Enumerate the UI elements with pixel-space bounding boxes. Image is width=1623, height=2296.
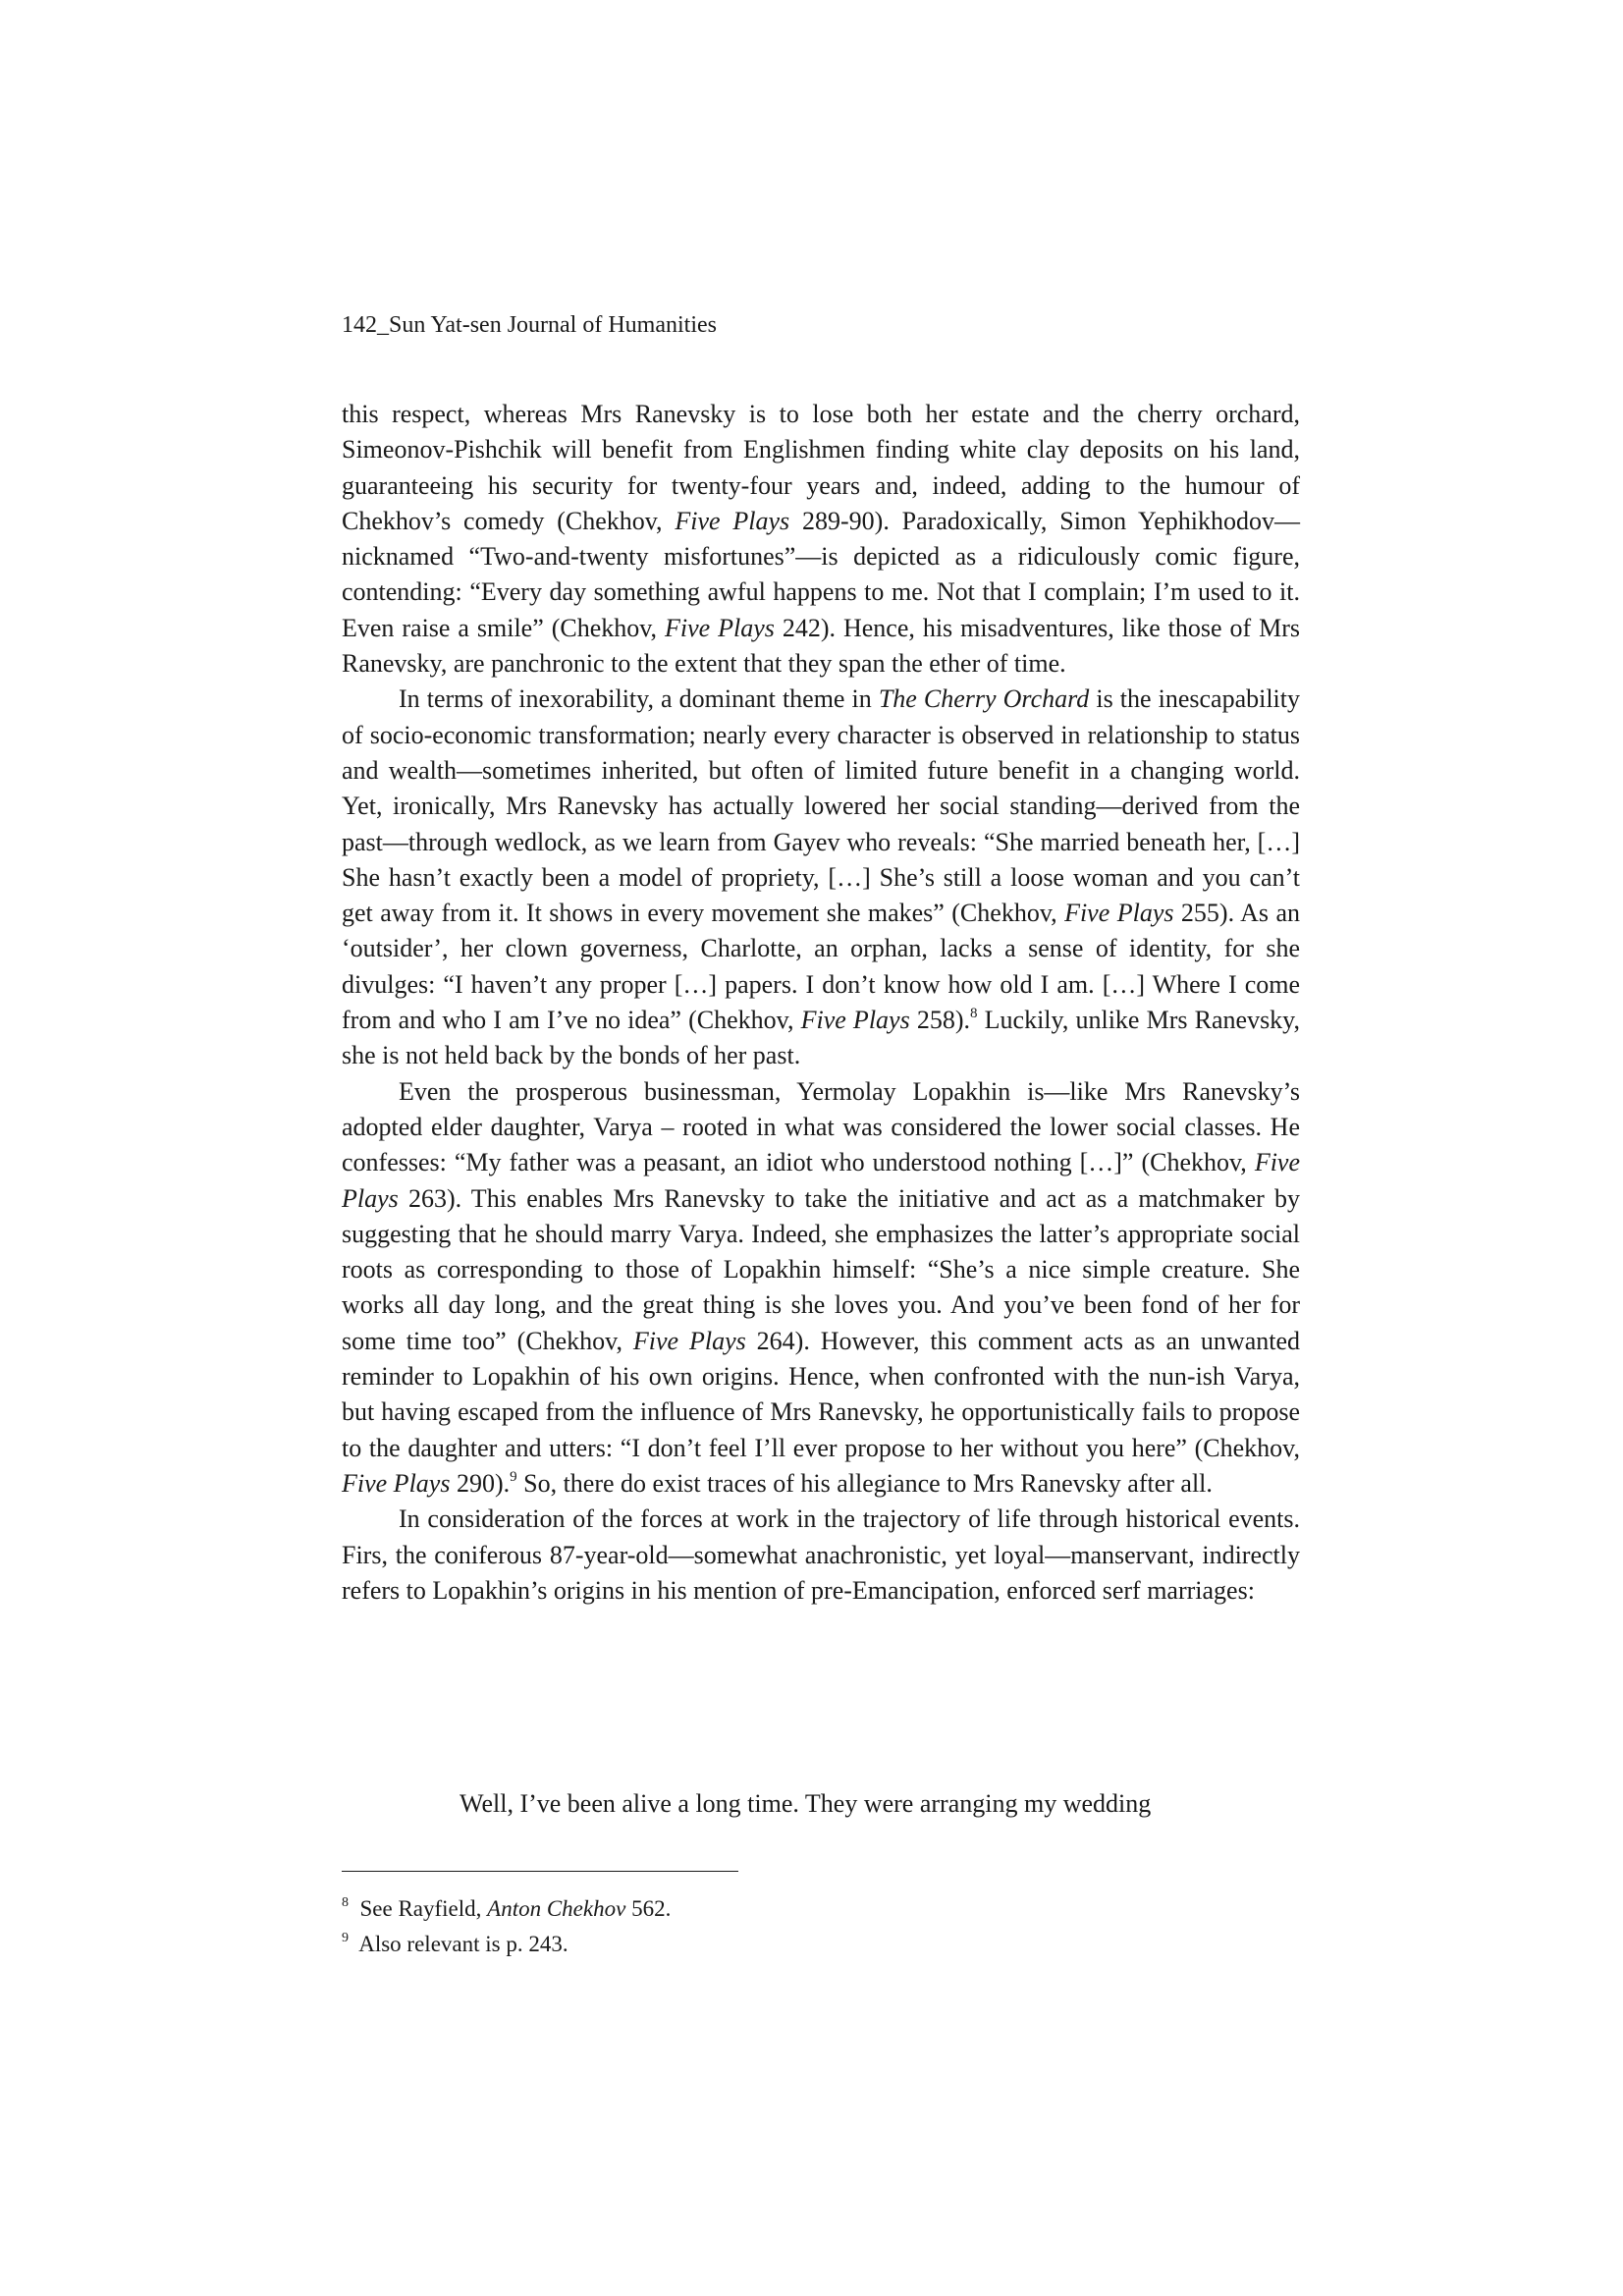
running-head: 142_Sun Yat-sen Journal of Humanities	[342, 312, 717, 338]
text-run: 258).	[909, 1006, 971, 1035]
italic-title: Anton Chekhov	[487, 1896, 626, 1921]
block-quote: Well, I’ve been alive a long time. They were arranging my wedding	[460, 1789, 1152, 1818]
italic-title: Five Plays	[665, 613, 775, 642]
paragraph	[342, 397, 1300, 682]
italic-title: Five Plays	[342, 1468, 451, 1498]
footnote-number: 8	[342, 1895, 349, 1910]
text-run: Even the prosperous businessman, Yermolay Lopakhin is—like Mrs Ranevsky’s adopted elder daughter, Varya – rooted in what was considered the lower social classes. He confesses: “My father was a peasant, an idiot who understood nothing […]” (Chekhov,	[342, 1076, 1300, 1177]
body-text	[342, 397, 1300, 1609]
text-run: See Rayfield,	[359, 1896, 488, 1921]
text-run: 562.	[625, 1896, 672, 1921]
footnote-number: 9	[342, 1931, 349, 1945]
paragraph	[342, 1502, 1300, 1609]
text-run: 289-90). Paradoxically, Simon Yephikhodov—nicknamed “Two-and-twenty misfortunes”—is depicted as a ridiculously comic figure, contending: “Every day something awful happens to me. Not that I complain; I’m used to it. Even raise a smile” (Chekhov,	[342, 506, 1300, 642]
footnotes	[342, 1891, 1300, 1962]
italic-title: Five Plays	[675, 506, 790, 535]
text-run: 255). As an ‘outsider’, her clown governess, Charlotte, an orphan, lacks a sense of identity, for she divulges: “I haven’t any proper […] papers. I don’t know how old I am. […] Where I come from and who I am I’ve no idea” (Chekhov,	[342, 899, 1300, 1035]
text-run: 264). However, this comment acts as an unwanted reminder to Lopakhin of his own origins. Hence, when confronted with the nun-ish Varya, but having escaped from the influence of Mrs Ranevsky, he opportunistically fails to propose to the daughter and utters: “I don’t feel I’ll ever propose to her without you here” (Chekhov,	[342, 1326, 1300, 1462]
footnote-marker: 9	[510, 1468, 517, 1485]
italic-title: Five Plays	[1064, 899, 1174, 928]
text-run: In terms of inexorability, a dominant theme in	[399, 684, 879, 714]
text-run: 242). Hence, his misadventures, like those of Mrs Ranevsky, are panchronic to the extent that they span the ether of time.	[342, 613, 1301, 679]
footnote-marker: 8	[970, 1006, 978, 1022]
italic-title: Five Plays	[632, 1326, 746, 1355]
footnote-divider	[342, 1871, 738, 1872]
text-run: 290).	[450, 1468, 511, 1498]
text-run: this respect, whereas Mrs Ranevsky is to lose both her estate and the cherry orchard, Simeonov-Pishchik will benefit from Englishmen finding white clay deposits on his land, guaranteeing his security for twenty-four years and, indeed, adding to the humour of Chekhov’s comedy (Chekhov,	[342, 400, 1300, 535]
paragraph	[342, 1074, 1300, 1503]
italic-title: Five Plays	[342, 1148, 1300, 1213]
italic-title: Five Plays	[800, 1006, 910, 1035]
italic-title: The Cherry Orchard	[878, 684, 1090, 714]
text-run: In consideration of the forces at work in the trajectory of life through historical events. Firs, the coniferous 87-year-old—somewhat anachronistic, yet loyal—manservant, indirectly refers to Lopakhin’s origins in his mention of pre-Emancipation, enforced serf marriages:	[342, 1504, 1300, 1605]
footnote	[342, 1927, 1300, 1962]
text-run: is the inescapability of socio-economic transformation; nearly every character is observed in relationship to status and wealth—sometimes inherited, but often of limited future benefit in a changing world. Yet, ironically, Mrs Ranevsky has actually lowered her social standing—derived from the past—through wedlock, as we learn from Gayev who reveals: “She married beneath her, […] She hasn’t exactly been a model of propriety, […] She’s still a loose woman and you can’t get away from it. It shows in every movement she makes” (Chekhov,	[342, 684, 1301, 928]
footnote	[342, 1891, 1300, 1927]
text-run: 263). This enables Mrs Ranevsky to take the initiative and act as a matchmaker by suggesting that he should marry Varya. Indeed, she emphasizes the latter’s appropriate social roots as corresponding to those of Lopakhin himself: “She’s a nice simple creature. She works all day long, and the great thing is she loves you. And you’ve been fond of her for some time too” (Chekhov,	[342, 1183, 1300, 1355]
text-run: Also relevant is p. 243.	[358, 1932, 568, 1956]
text-run: So, there do exist traces of his allegiance to Mrs Ranevsky after all.	[516, 1468, 1213, 1498]
text-run: Luckily, unlike Mrs Ranevsky, she is not held back by the bonds of her past.	[342, 1006, 1300, 1070]
paragraph	[342, 682, 1300, 1073]
